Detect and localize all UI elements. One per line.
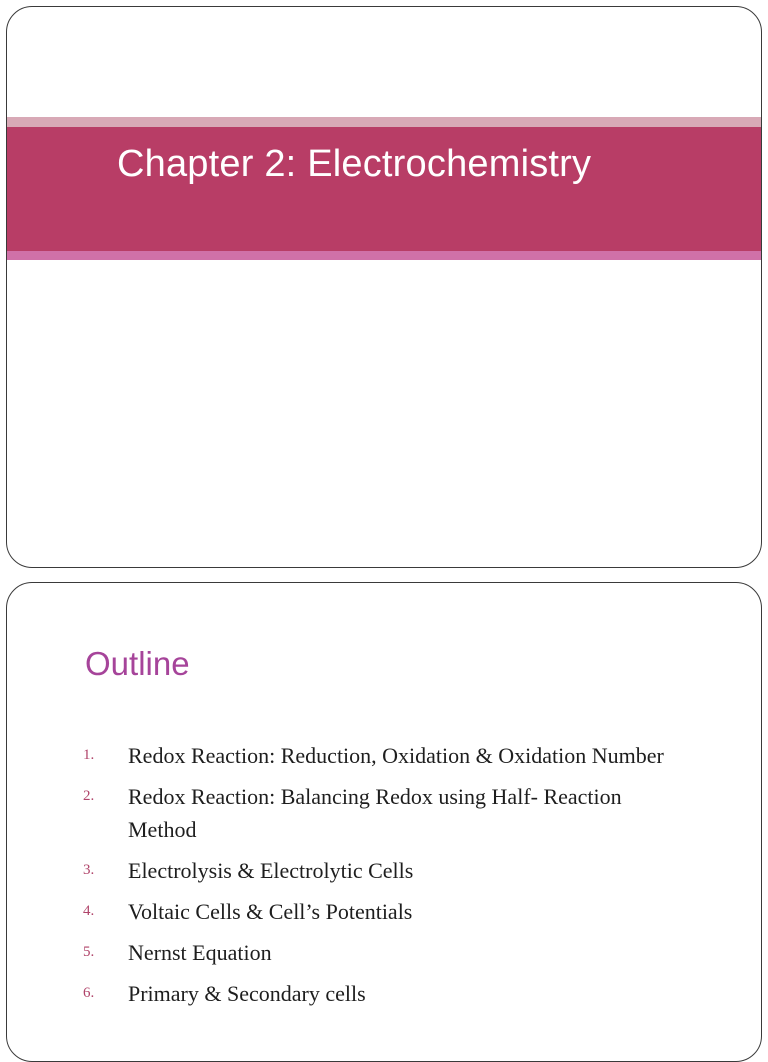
outline-item-number: 5. (83, 944, 95, 960)
outline-item-number: 2. (83, 788, 95, 804)
outline-item-number: 4. (83, 903, 95, 919)
outline-item-number: 3. (83, 862, 95, 878)
outline-item-text: Electrolysis & Electrolytic Cells (128, 858, 414, 883)
outline-item (83, 739, 693, 772)
outline-item (83, 780, 693, 846)
outline-item (83, 895, 693, 928)
outline-heading: Outline (85, 645, 190, 682)
outline-item (83, 854, 693, 887)
outline-item (83, 936, 693, 969)
outline-item-text: Nernst Equation (128, 940, 272, 965)
title-band-top-stripe (7, 117, 761, 127)
outline-item-text: Primary & Secondary cells (128, 981, 366, 1006)
outline-item-text: Redox Reaction: Reduction, Oxidation & Oxidation Number (128, 743, 664, 768)
outline-item (83, 977, 693, 1010)
outline-item-text: Redox Reaction: Balancing Redox using Half- Reaction Method (128, 784, 622, 842)
outline-list (83, 739, 693, 1018)
title-band-bottom-stripe (7, 251, 761, 260)
title-slide (6, 6, 762, 568)
outline-item-number: 6. (83, 985, 95, 1001)
outline-slide (6, 582, 762, 1062)
outline-item-text: Voltaic Cells & Cell’s Potentials (128, 899, 413, 924)
outline-item-number: 1. (83, 747, 95, 763)
slide-title: Chapter 2: Electrochemistry (117, 143, 592, 185)
